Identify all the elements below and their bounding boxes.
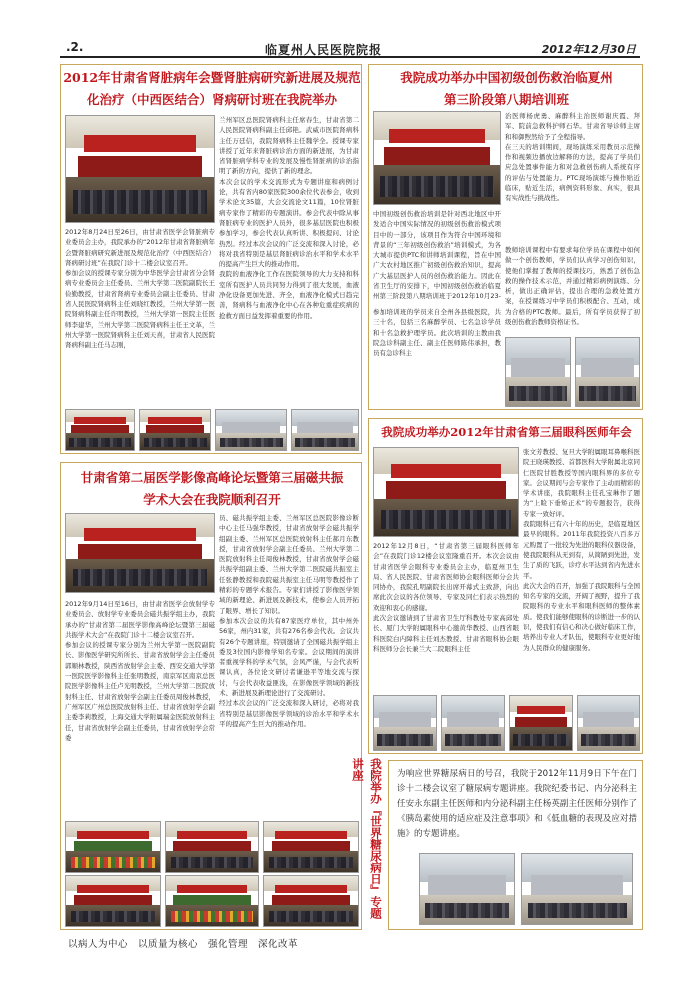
diabetes-photo-1 bbox=[419, 853, 515, 925]
trauma-text-right: 教师培训课程中有要求每位学员在课程中如何做一个创伤教师，学员们认真学习创伤知识，使他们掌握了教师的授课技巧，熟悉了创伤急救的操作技术示范，并通过精彩病例演练、分析，做出正确评估，提出合理的急救处置方案，在授课练习中学员们积极配合、互动，成为合格的PTC教师。最后，所有学员获得了初级创伤救治教师资格证书。 bbox=[505, 246, 640, 327]
trauma-photo-2 bbox=[575, 337, 640, 407]
imaging-photo-3 bbox=[263, 821, 359, 873]
ophthalmology-photo-1 bbox=[373, 695, 437, 751]
nephrology-article bbox=[60, 64, 362, 454]
trauma-photo-1 bbox=[505, 337, 571, 407]
nephrology-title: 2012年甘肃省肾脏病年会暨肾脏病研究新进展及规范 化治疗（中西医结合）肾病研讨班在我院举办 bbox=[63, 70, 361, 107]
imaging-photo-1 bbox=[65, 821, 161, 873]
imaging-text-left: 2012年9月14日至16日，由甘肃省医学会放射学专业委员会、放射学专业委员会磁共振学组主办，我院承办的“甘肃省第二届医学影像高峰论坛暨第三届磁共振学术大会”在我院门诊十二楼会议室召开。 参加会议的授课专家分别为兰州大学第一医院副院长、影像医学研究所所长、甘肃省放射学会主任委员郭顺林教授，陕西省放射学会主委、西安交通大学第一医院医学影像科主任张明教授，南京军区南京总医院医学影像科主任卢光明教授，兰州大学第二医院放射科主任、甘肃省放射学会副主任委员周俊林教授，广州军区广州总医院放射科主任、甘肃省放射学会副主委李莉教授，上海交通大学附属瑞金医院放射科主任，甘肃省放射学会副主任委员，甘肃省放射学会常委 bbox=[65, 600, 215, 742]
nephrology-text-left: 2012年8月24日至26日，由甘肃省医学会肾脏病专业委员会主办，我院承办的“2012年甘肃省肾脏病年会暨肾脏病研究新进展及规范化治疗（中西医结合）肾病研讨班”在我院门诊十二楼会议室召开。 参加会议的授课专家分别为中华医学会甘肃省分会肾病专业委员会主任委员、兰州大学第二医院副院长王俭勤教授，甘肃省肾病专业委员会副主任委员、甘肃省人民医院肾病科主任刘晓红教授，兰州大学第一医院肾病科副主任许明教授，兰州大学第一医院主任医师李建华，兰州大学第二医院肾病科主任王文革，兰州大学第一医院肾病科主任刘天喜，甘肃省人民医院肾病科副主任马志刚， bbox=[65, 228, 215, 350]
nephrology-text-right: 兰州军区总医院肾病科主任席春生，甘肃省第二人民医院肾病科副主任邱艳。武威市医院肾病科主任万廷信，我院肾病科主任魏学全。授课专家讲授了近年来肾脏病诊治方面的新进展，为甘肃省肾脏病学科专业的发展及慢性肾脏病的诊治指明了新的方向，提供了新的理念。 本次会议的学术交流形式为专题讲座和病例讨论，共有省内80家医院300余位代表参会，收到学术论文35篇，大会交流论文11篇，10位肾脏病专家作了精彩的专题演讲。参会代表中除从事肾脏病专业的医护人员外，很多基层医院也积极参加学习，参会代表认真听讲、积极提问、讨论热烈。经过本次会议的广泛交流和深入讨论，必将对我省特别是基层肾脏病诊治水平和学术水平的提高产生巨大的推动作用。 我院的血液净化工作在医院领导的大力支持和科室所有医护人员共同努力得到了很大发展，血液净化设备更加先进、齐全，血液净化模式日趋完善，肾病科与血液净化中心在各种危重症疾病的抢救方面日益发挥着重要的作用。 bbox=[219, 116, 359, 320]
diabetes-text: 为响应世界糖尿病日的号召，我院于2012年11月9日下午在门诊十二楼会议室了糖尿病专题讲座。我院纪委书记、内分泌科主任安永东副主任医师和内分泌科副主任杨英副主任医师分别作了《胰岛素使用的适应症及注意事项》和《低血糖的表现及应对措施》的专题讲座。 bbox=[397, 769, 637, 839]
nephrology-photo-2 bbox=[139, 409, 211, 451]
trauma-article bbox=[368, 64, 643, 410]
diabetes-photo-2 bbox=[521, 853, 633, 925]
nephrology-photo-4 bbox=[291, 409, 359, 451]
ophthalmology-photo-2 bbox=[441, 695, 505, 751]
imaging-photo-stage bbox=[65, 513, 215, 593]
trauma-title: 我院成功举办中国初级创伤救治临夏州 第三阶段第八期培训班 bbox=[400, 70, 613, 107]
trauma-text-bottom: 参加培训班的学员来自全州各县级医院，共三十名，包括三名麻醉学员、七名急诊学员和十名急救护理学员。此次培训的主教由我院急诊科副主任、副主任医师陈伟承担，教员有急诊科主 bbox=[373, 308, 501, 358]
ophthalmology-text-right: 张文芳教授、复旦大学附属眼耳鼻喉科医院王晓瑛教授、首都医科大学附属北京同仁医院甘胜教授等国内眼科界的多位专家。会议期间与会专家作了主动而精彩的学术讲座，我院眼科主任孔宝琳作了题为“上睑下垂矫正术”的专题报告，获得专家一致好评。 我院眼科已有六十年的历史，是临夏地区最早的眼科。2011年我院投资八百多万元购置了一批较为先进的眼科仪器设备，使我院眼科从无到有，从简陋到先进，发生了质的飞跃，诊疗水平达到省内先进水平。 此次大会的召开，加强了我院眼科与全国知名专家的交流，开阔了视野，提升了我院眼科的专业水平和眼科医师的整体素质。使我们能够使眼科的诊断进一步的认识，使我们有信心和决心做好临床工作，培养出专业人才队伍，使眼科专业更好地为人民群众的健康服务。 bbox=[523, 448, 640, 652]
page-number: .2. bbox=[66, 40, 84, 54]
trauma-photo-stage bbox=[373, 111, 501, 205]
ophthalmology-photo-3 bbox=[509, 695, 573, 751]
imaging-article bbox=[60, 462, 362, 930]
nephrology-photo-stage bbox=[65, 115, 215, 223]
nephrology-photo-3 bbox=[215, 409, 287, 451]
ophthalmology-photo-4 bbox=[577, 695, 640, 751]
imaging-photo-2 bbox=[165, 821, 259, 873]
ophthalmology-title: 我院成功举办2012年甘肃省第三届眼科医师年会 bbox=[381, 425, 632, 439]
imaging-photo-4 bbox=[65, 875, 161, 927]
issue-date: 2012年12月30日 bbox=[541, 43, 636, 56]
ophthalmology-photo-stage bbox=[373, 447, 519, 537]
imaging-photo-5 bbox=[165, 875, 259, 927]
diabetes-article bbox=[388, 760, 643, 930]
trauma-text-top: 治医师杨虎勇、麻醉科主治医师谢庆霞、拜军、院前急救科护师石华。甘肃省导诊师主席和和御煦然给予了全程指导。 在三天的培训期间，现场演练采用教员示范操作和视频边播放边解释的方法，提高了学员们应急处置事件能力和对急救创伤病人系统有序的评估与处置能力。PTC现场演练与操作贴近临床，贴近生活，病例资料形象、真实，很具有实战性与挑战性。 bbox=[505, 112, 640, 203]
imaging-photo-6 bbox=[263, 875, 359, 927]
page-header bbox=[60, 40, 640, 58]
ophthalmology-article bbox=[368, 418, 643, 754]
imaging-text-right: 员、磁共振学组主委、兰州军区总医院影像诊断中心主任马强华教授，甘肃省放射学会磁共振学组副主委、兰州军区总医院放射科主任郝月东教授，甘肃省放射学会副主任委员、兰州大学第二医院放射科主任周俊林教授，甘肃省放射学会磁共振学组副主委、兰州大学第二医院磁共振室主任张静教授和我院磁共振室主任马明等教授作了精彩的专题学术报告。专家们讲授了影像医学领域的新理论、新进展及新技术，使参会人员开拓了眼界、增长了知识。 参加本次会议的共有87家医疗单位，其中州外56家，州内31家，共有276名参会代表。会议共有26个专题讲座，特别邀请了全国磁共振学组主委及3位国内影像学知名专家。会议期间的演讲者重视学科的学术气氛，会风严谨，与会代表听课认真，各位论文研讨者谦逊平等地交流与探讨，与会代表收益匪浅，在影像医学领域的新技术、新进展及新理论进行了交流研讨。 经过本次会议的广泛交流和深入研讨，必将对我省特别是基层影像医学领域的诊治水平和学术水平的提高产生巨大的推动作用。 bbox=[219, 514, 359, 728]
imaging-title: 甘肃省第二届医学影像高峰论坛暨第三届磁共振 学术大会在我院顺利召开 bbox=[80, 470, 344, 507]
diabetes-vertical-title: 我院举办『世界糖尿病日』专题讲座 bbox=[351, 758, 383, 919]
trauma-text-left: 中国初级创伤救治培训是针对西北地区中开发适合中国实际情况的初级创伤救治模式项目中的一部分，该项目作为符合中国环境和背景的“三年初级创伤救治”培训模式，为各大城市提供PTC和讲师培训课程，旨在中国广大农村地区推广初级创伤救治知识，提高广大基层医护人员的创伤救治能力。因此在省卫生厅的安排下，中国初级创伤救治临夏州第三阶段第八期培训班于2012年10月23- bbox=[373, 210, 501, 301]
masthead: 临夏州人民医院院报 bbox=[265, 43, 383, 57]
ophthalmology-text-left: 2012年12月8日，“甘肃省第三届眼科医师年会”在我院门诊12楼会议室隆重召开。本次会议由甘肃省医学会眼科专业委员会主办，临夏州卫生局、省人民医院、甘肃省医师协会眼科医师分会共同协办，我院孔明副院长出席开幕式主致辞，向出席此次会议的各位领导、专家及同仁们表示热烈的欢迎和衷心的感谢。 此次会议邀请到了甘肃省卫生厅科教处专家高邱处长、厦门大学附属眼科中心邀黄华教授、山西省眼科医院白内障科主任刘杰教授、甘肃省眼科协会眼科医师分会长兼兰大二院眼科主任 bbox=[373, 542, 519, 653]
nephrology-photo-1 bbox=[65, 409, 135, 451]
footer-slogan: 以病人为中心 以质量为核心 强化管理 深化改革 bbox=[68, 939, 299, 950]
